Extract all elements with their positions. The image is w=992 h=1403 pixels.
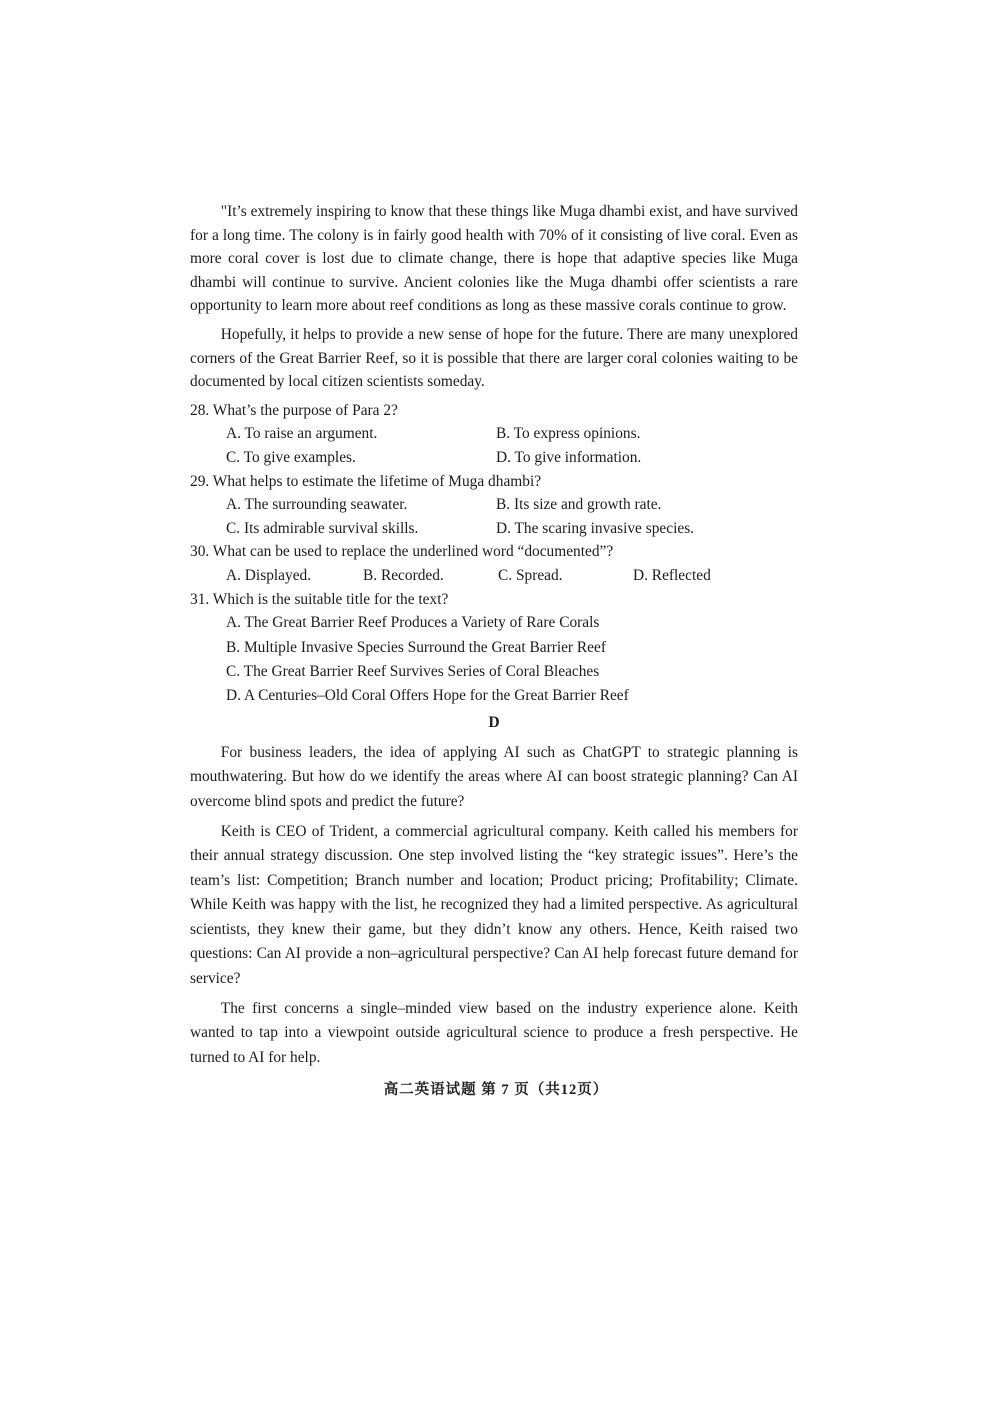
passage-d — [190, 741, 798, 1071]
page-footer: 高二英语试题 第 7 页（共12页） — [383, 1082, 609, 1098]
passage-d-paragraph: For business leaders, the idea of applying AI such as ChatGPT to strategic planning is mouthwatering. But how do we identify the areas where AI can boost strategic planning? Can AI overcome blind spots and predict the future? — [190, 743, 798, 810]
answer-option-b: B. Its size and growth rate. — [496, 496, 662, 514]
answer-option-d: D. Reflected — [633, 566, 711, 584]
question-stem: 28. What’s the purpose of Para 2? — [190, 401, 398, 419]
answer-options — [190, 422, 798, 469]
answer-options — [190, 493, 798, 540]
answer-option-a: A. The Great Barrier Reef Produces a Variety of Rare Corals — [226, 614, 600, 632]
question-31 — [190, 588, 798, 709]
answer-options — [190, 611, 798, 709]
answer-option-c: C. The Great Barrier Reef Survives Series of Coral Bleaches — [226, 662, 600, 680]
answer-option-b: B. Recorded. — [363, 566, 444, 584]
answer-options — [190, 564, 798, 588]
question-30 — [190, 540, 798, 587]
question-stem: 29. What helps to estimate the lifetime of Muga dhambi? — [190, 472, 542, 490]
question-28 — [190, 399, 798, 470]
answer-option-d: D. The scaring invasive species. — [496, 519, 695, 537]
answer-option-c: C. Spread. — [498, 566, 563, 584]
question-stem: 30. What can be used to replace the underlined word “documented”? — [190, 543, 614, 561]
section-heading: D — [488, 713, 500, 731]
question-29 — [190, 470, 798, 541]
answer-option-c: C. Its admirable survival skills. — [226, 519, 419, 537]
answer-option-a: A. Displayed. — [226, 566, 312, 584]
answer-option-a: A. To raise an argument. — [226, 425, 378, 443]
answer-option-b: B. To express opinions. — [496, 425, 641, 443]
answer-option-a: A. The surrounding seawater. — [226, 496, 408, 514]
passage-c-paragraph: "It’s extremely inspiring to know that these things like Muga dhambi exist, and have survived for a long time. The colony is in fairly good health with 70% of it consisting of live coral. Even as more coral cover is lost due to climate change, there is hope that adaptive species like Muga dhambi will continue to survive. Ancient colonies like the Muga dhambi offer scientists a rare opportunity to learn more about reef conditions as long as these massive corals continue to grow. — [190, 203, 798, 315]
passage-d-paragraph: Keith is CEO of Trident, a commercial agricultural company. Keith called his members for their annual strategy discussion. One step involved listing the “key strategic issues”. Here’s the team’s list: Competition; Branch number and location; Product pricing; Profitability; Climate. While Keith was happy with the list, he recognized they had a limited perspective. As agricultural scientists, they knew their game, but they didn’t know any others. Hence, Keith raised two questions: Can AI provide a non–agricultural perspective? Can AI help forecast future demand for service? — [190, 822, 798, 988]
answer-option-c: C. To give examples. — [226, 448, 356, 466]
exam-page — [190, 200, 798, 1075]
answer-option-d: D. A Centuries–Old Coral Offers Hope for the Great Barrier Reef — [226, 687, 629, 705]
passage-c-paragraph: Hopefully, it helps to provide a new sense of hope for the future. There are many unexplored corners of the Great Barrier Reef, so it is possible that there are larger coral colonies waiting to be documented by local citizen scientists someday. — [190, 325, 798, 391]
answer-option-d: D. To give information. — [496, 448, 642, 466]
answer-option-b: B. Multiple Invasive Species Surround the Great Barrier Reef — [226, 638, 606, 656]
passage-d-paragraph: The first concerns a single–minded view based on the industry experience alone. Keith wanted to tap into a viewpoint outside agricultural science to produce a fresh perspective. He turned to AI for help. — [190, 999, 798, 1066]
question-stem: 31. Which is the suitable title for the text? — [190, 590, 449, 608]
